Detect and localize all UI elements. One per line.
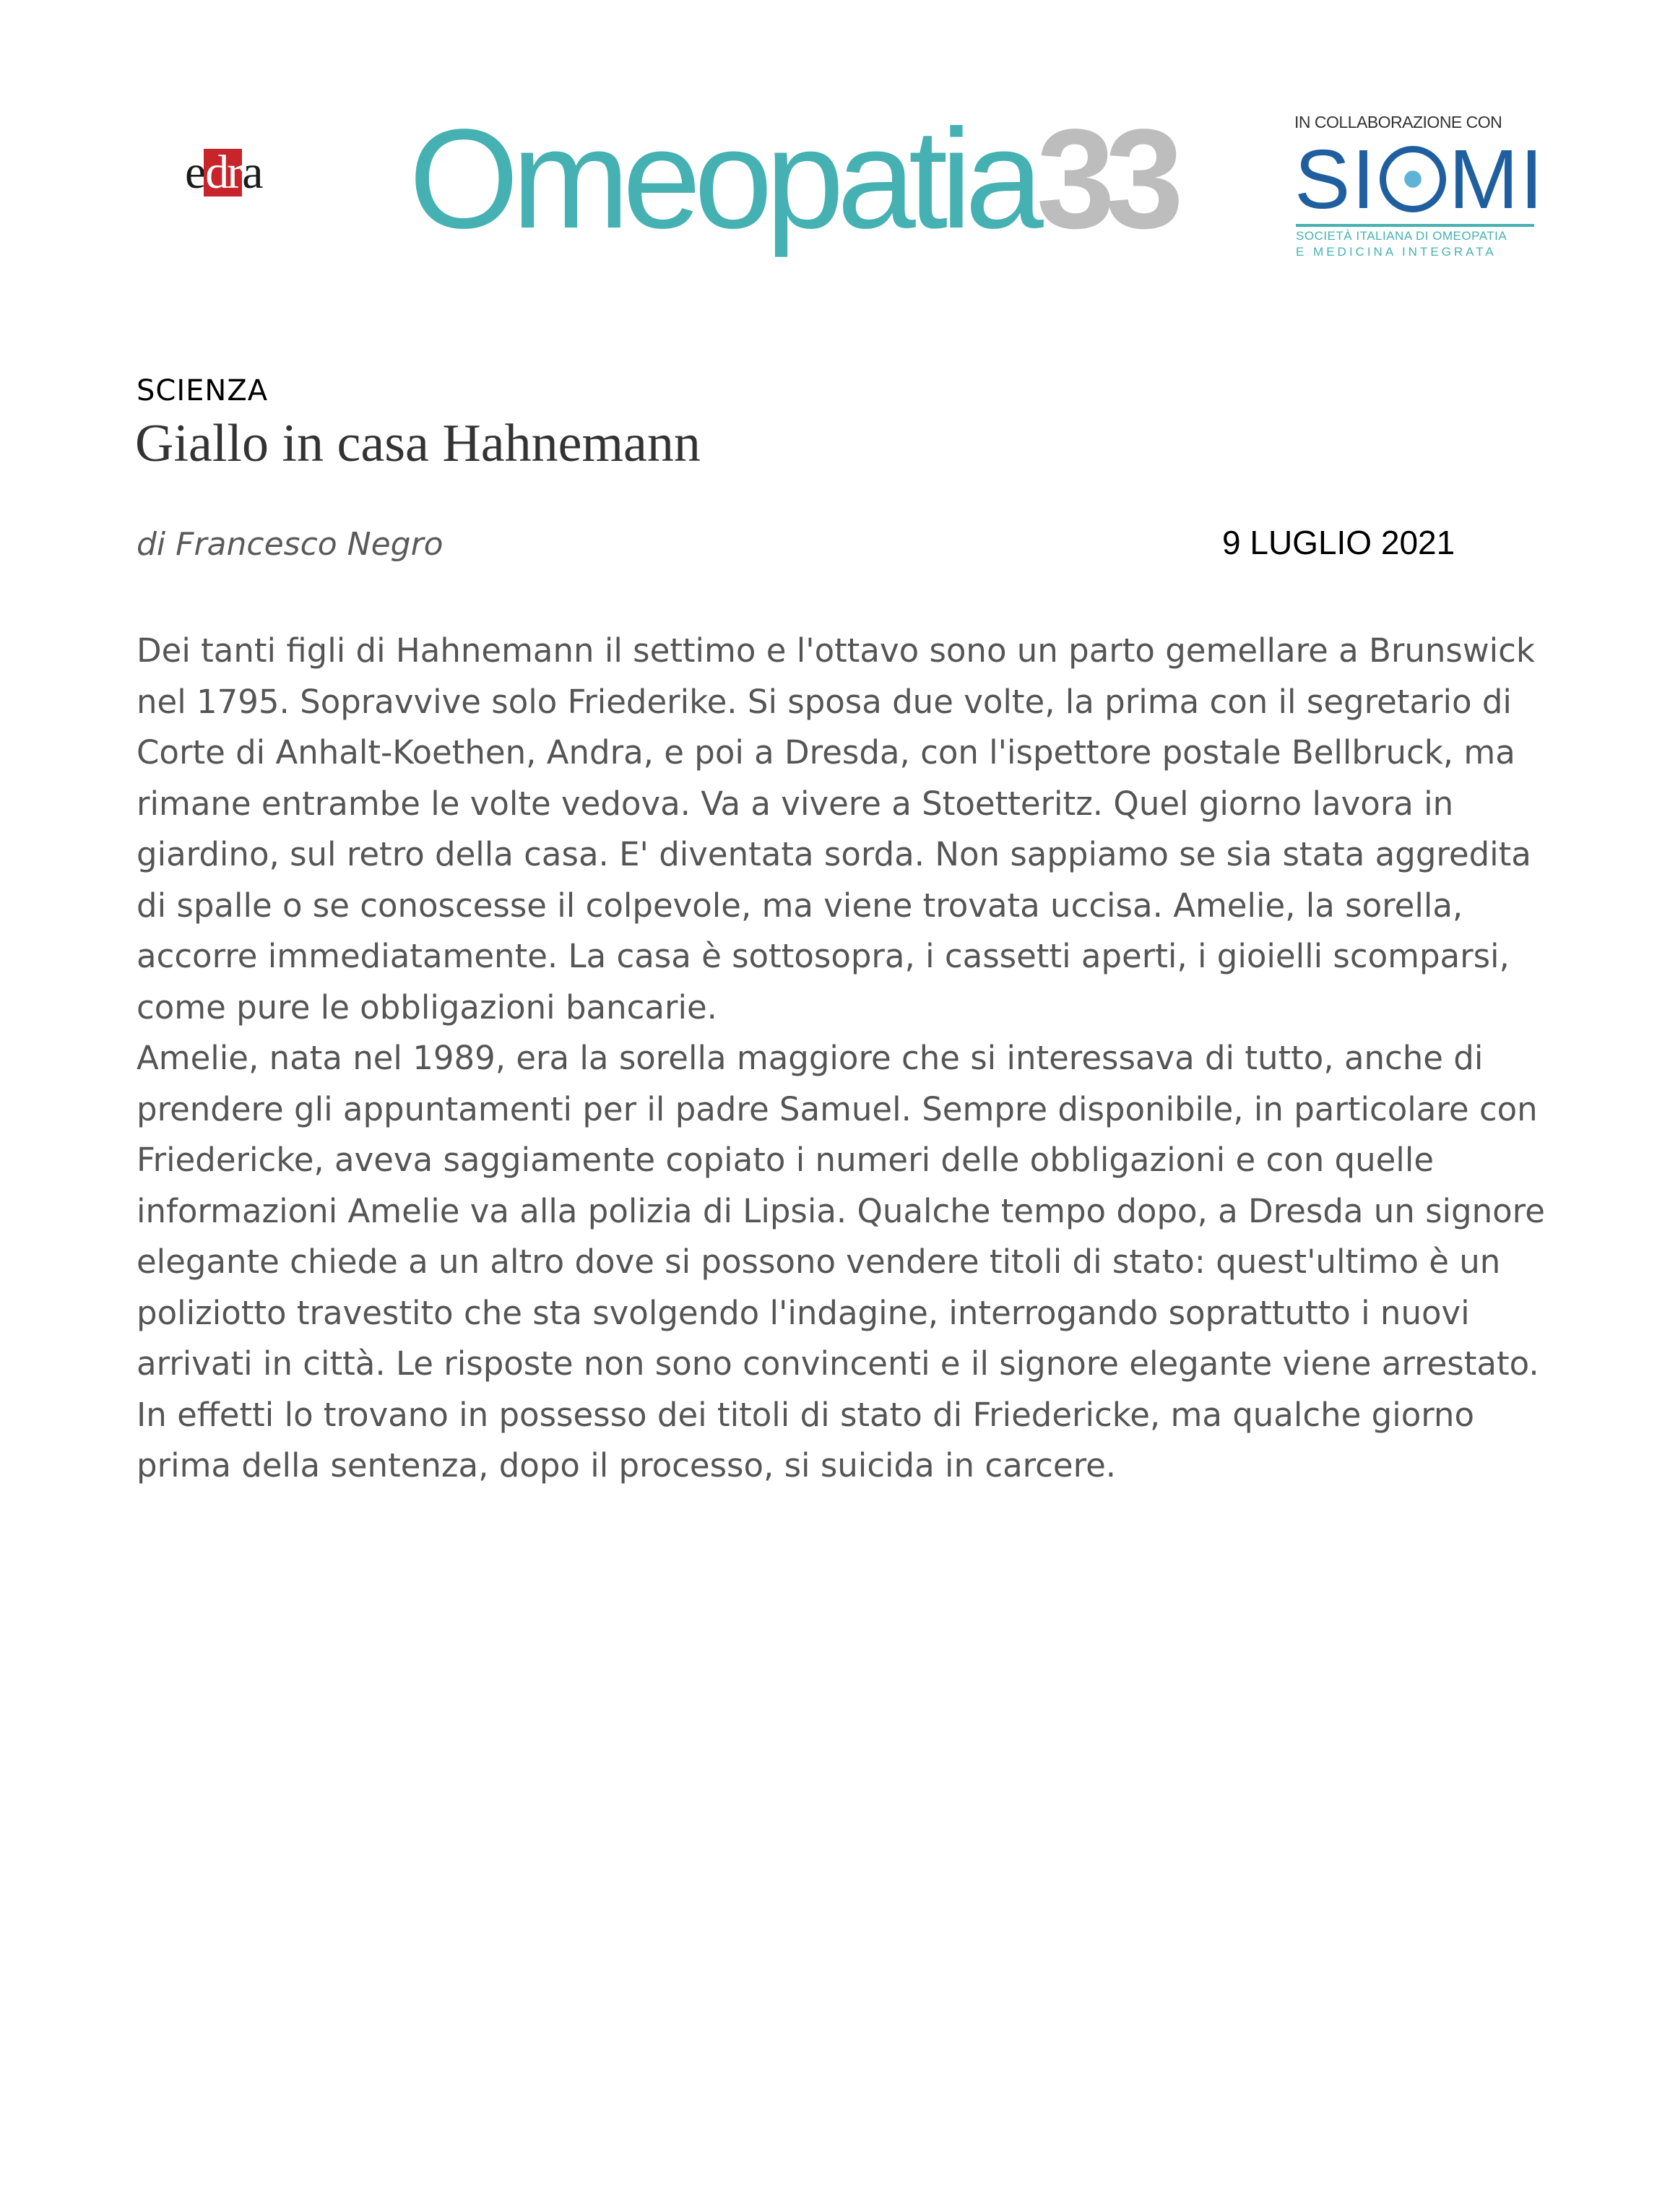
edra-logo-mark: dr — [205, 146, 241, 199]
body-paragraph: Amelie, nata nel 1989, era la sorella maggiore che si interessava di tutto, anche di prendere gli appuntamenti per il padre Samuel. Sempre disponibile, in particolare con Friedericke, aveva saggiamente copiato i numeri delle obbligazioni e con quelle informazioni Amelie va alla polizia di Lipsia. Qualche tempo dopo, a Dresda un signore elegante chiede a un altro dove si possono vendere titoli di stato: quest'ultimo è un poliziotto travestito che sta svolgendo l'indagine, interrogando soprattutto i nuovi arrivati in città. Le risposte non sono convincenti e il signore elegante viene arrestato. In effetti lo trovano in possesso dei titoli di stato di Friedericke, ma qualche giorno prima della sentenza, dopo il processo, si suicida in carcere. — [137, 1039, 1545, 1485]
edra-logo — [185, 146, 261, 199]
article-section: SCIENZA — [137, 374, 269, 407]
magazine-number: 33 — [1036, 100, 1174, 258]
article-title: Giallo in casa Hahnemann — [135, 414, 701, 473]
magazine-name: Omeopatia — [409, 100, 1037, 258]
siomi-o-icon — [1380, 146, 1446, 212]
article-author: di Francesco Negro — [137, 526, 444, 563]
omeopatia33-logo — [409, 100, 1174, 258]
siomi-subtitle-line2: E MEDICINA INTEGRATA — [1296, 245, 1497, 259]
siomi-subtitle — [1296, 224, 1534, 260]
edra-logo-a: a — [242, 146, 261, 199]
article-date: 9 LUGLIO 2021 — [1222, 524, 1455, 561]
siomi-subtitle-line1: SOCIETÀ ITALIANA DI OMEOPATIA — [1296, 229, 1507, 243]
siomi-suffix: MI — [1448, 132, 1545, 226]
page-header — [0, 0, 1670, 303]
siomi-prefix: SI — [1294, 132, 1377, 226]
siomi-logo — [1294, 132, 1545, 226]
article-body — [137, 626, 1545, 1492]
collaboration-label: IN COLLABORAZIONE CON — [1294, 113, 1502, 131]
edra-logo-e: e — [185, 146, 204, 199]
body-paragraph: Dei tanti figli di Hahnemann il settimo e l'ottavo sono un parto gemellare a Brunswick nel 1795. Sopravvive solo Friederike. Si sposa due volte, la prima con il segretario di Corte di Anhalt-Koethen, Andra, e poi a Dresda, con l'ispettore postale Bellbruck, ma rimane entrambe le volte vedova. Va a vivere a Stoetteritz. Quel giorno lavora in giardino, sul retro della casa. E' diventata sorda. Non sappiamo se sia stata aggredita di spalle o se conoscesse il colpevole, ma viene trovata uccisa. Amelie, la sorella, accorre immediatamente. La casa è sottosopra, i cassetti aperti, i gioielli scomparsi, come pure le obbligazioni bancarie. — [137, 631, 1535, 1027]
